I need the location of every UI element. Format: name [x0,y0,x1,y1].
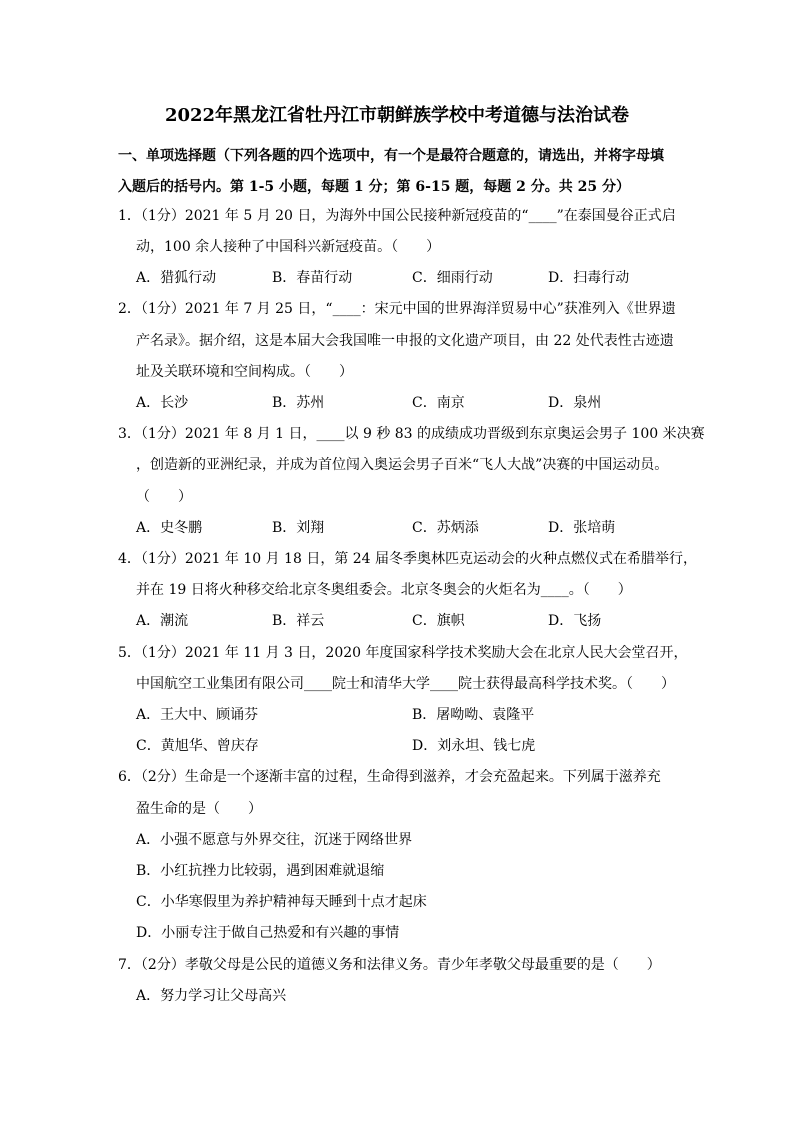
question-5-option-a: A．王大中、顾诵芬 [136,707,259,723]
page-title: 2022年黑龙江省牡丹江市朝鲜族学校中考道德与法治试卷 [164,105,630,126]
section-heading-line-2: 入题后的括号内。第 1-5 小题，每题 1 分；第 6-15 题，每题 2 分。共 25 分） [118,179,631,195]
question-1-option-d: D．扫毒行动 [548,270,630,286]
question-4-option-b: B．祥云 [272,613,325,629]
question-2-option-a: A．长沙 [136,395,189,411]
question-6-option-b: B．小红抗挫力比较弱，遇到困难就退缩 [136,863,385,879]
question-1-option-a: A．猎狐行动 [136,270,217,286]
question-1-option-c: C．细雨行动 [412,270,493,286]
question-3-option-a: A．史冬鹏 [136,520,203,536]
question-2-line-1: 2．（1分）2021 年 7 月 25 日，“____：宋元中国的世界海洋贸易中心”获准列入《世界遗 [118,301,676,317]
question-5-line-2: 中国航空工业集团有限公司____院士和清华大学____院士获得最高科学技术奖。（ ） [136,676,675,692]
question-3-option-d: D．张培萌 [548,520,616,536]
question-4-line-2: 并在 19 日将火种移交给北京冬奥组委会。北京冬奥会的火炬名为____。（ ） [136,582,632,598]
question-5-line-1: 5．（1分）2021 年 11 月 3 日，2020 年度国家科学技术奖励大会在北京人民大会堂召开， [118,645,688,661]
question-2-line-2: 产名录》。据介绍，这是本届大会我国唯一申报的文化遗产项目，由 22 处代表性古迹遗 [136,333,674,349]
question-1-line-1: 1．（1分）2021 年 5 月 20 日，为海外中国公民接种新冠疫苗的“____”在泰国曼谷正式启 [118,208,676,224]
question-5-option-b: B．屠呦呦、袁隆平 [412,707,535,723]
question-4-option-a: A．潮流 [136,613,189,629]
question-2-option-d: D．泉州 [548,395,602,411]
question-3-option-c: C．苏炳添 [412,520,479,536]
question-5-option-c: C．黄旭华、曾庆存 [136,738,259,754]
question-5-option-d: D．刘永坦、钱七虎 [412,738,536,754]
question-2-line-3: 址及关联环境和空间构成。（ ） [136,364,353,380]
question-6-option-d: D．小丽专注于做自己热爱和有兴趣的事情 [136,925,400,941]
question-3-line-3: （ ） [136,489,192,505]
question-1-line-2: 动，100 余人接种了中国科兴新冠疫苗。（ ） [136,239,441,255]
question-6-option-a: A．小强不愿意与外界交往，沉迷于网络世界 [136,832,413,848]
question-4-option-c: C．旗帜 [412,613,465,629]
question-2-option-b: B．苏州 [272,395,325,411]
question-7-line-1: 7．（2分）孝敬父母是公民的道德义务和法律义务。青少年孝敬父母最重要的是（ ） [118,957,661,973]
question-2-option-c: C．南京 [412,395,465,411]
question-3-line-1: 3．（1分）2021 年 8 月 1 日，____以 9 秒 83 的成绩成功晋级到东京奥运会男子 100 米决赛 [118,426,705,442]
question-3-option-b: B．刘翔 [272,520,325,536]
section-heading [118,141,678,203]
question-6-line-1: 6．（2分）生命是一个逐渐丰富的过程，生命得到滋养，才会充盈起来。下列属于滋养充 [118,769,661,785]
question-1-option-b: B．春苗行动 [272,270,353,286]
section-heading-line-1: 一、单项选择题（下列各题的四个选项中，有一个是最符合题意的，请选出，并将字母填 [118,148,664,164]
question-6-option-c: C．小华寒假里为养护精神每天睡到十点才起床 [136,894,427,910]
question-4-option-d: D．飞扬 [548,613,602,629]
question-4-line-1: 4．（1分）2021 年 10 月 18 日，第 24 届冬季奥林匹克运动会的火种点燃仪式在希腊举行， [118,551,698,567]
question-3-line-2: ，创造新的亚洲纪录，并成为首位闯入奥运会男子百米“飞人大战”决赛的中国运动员。 [136,457,669,473]
question-6-line-2: 盈生命的是（ ） [136,801,262,817]
question-7-option-a: A．努力学习让父母高兴 [136,988,287,1004]
